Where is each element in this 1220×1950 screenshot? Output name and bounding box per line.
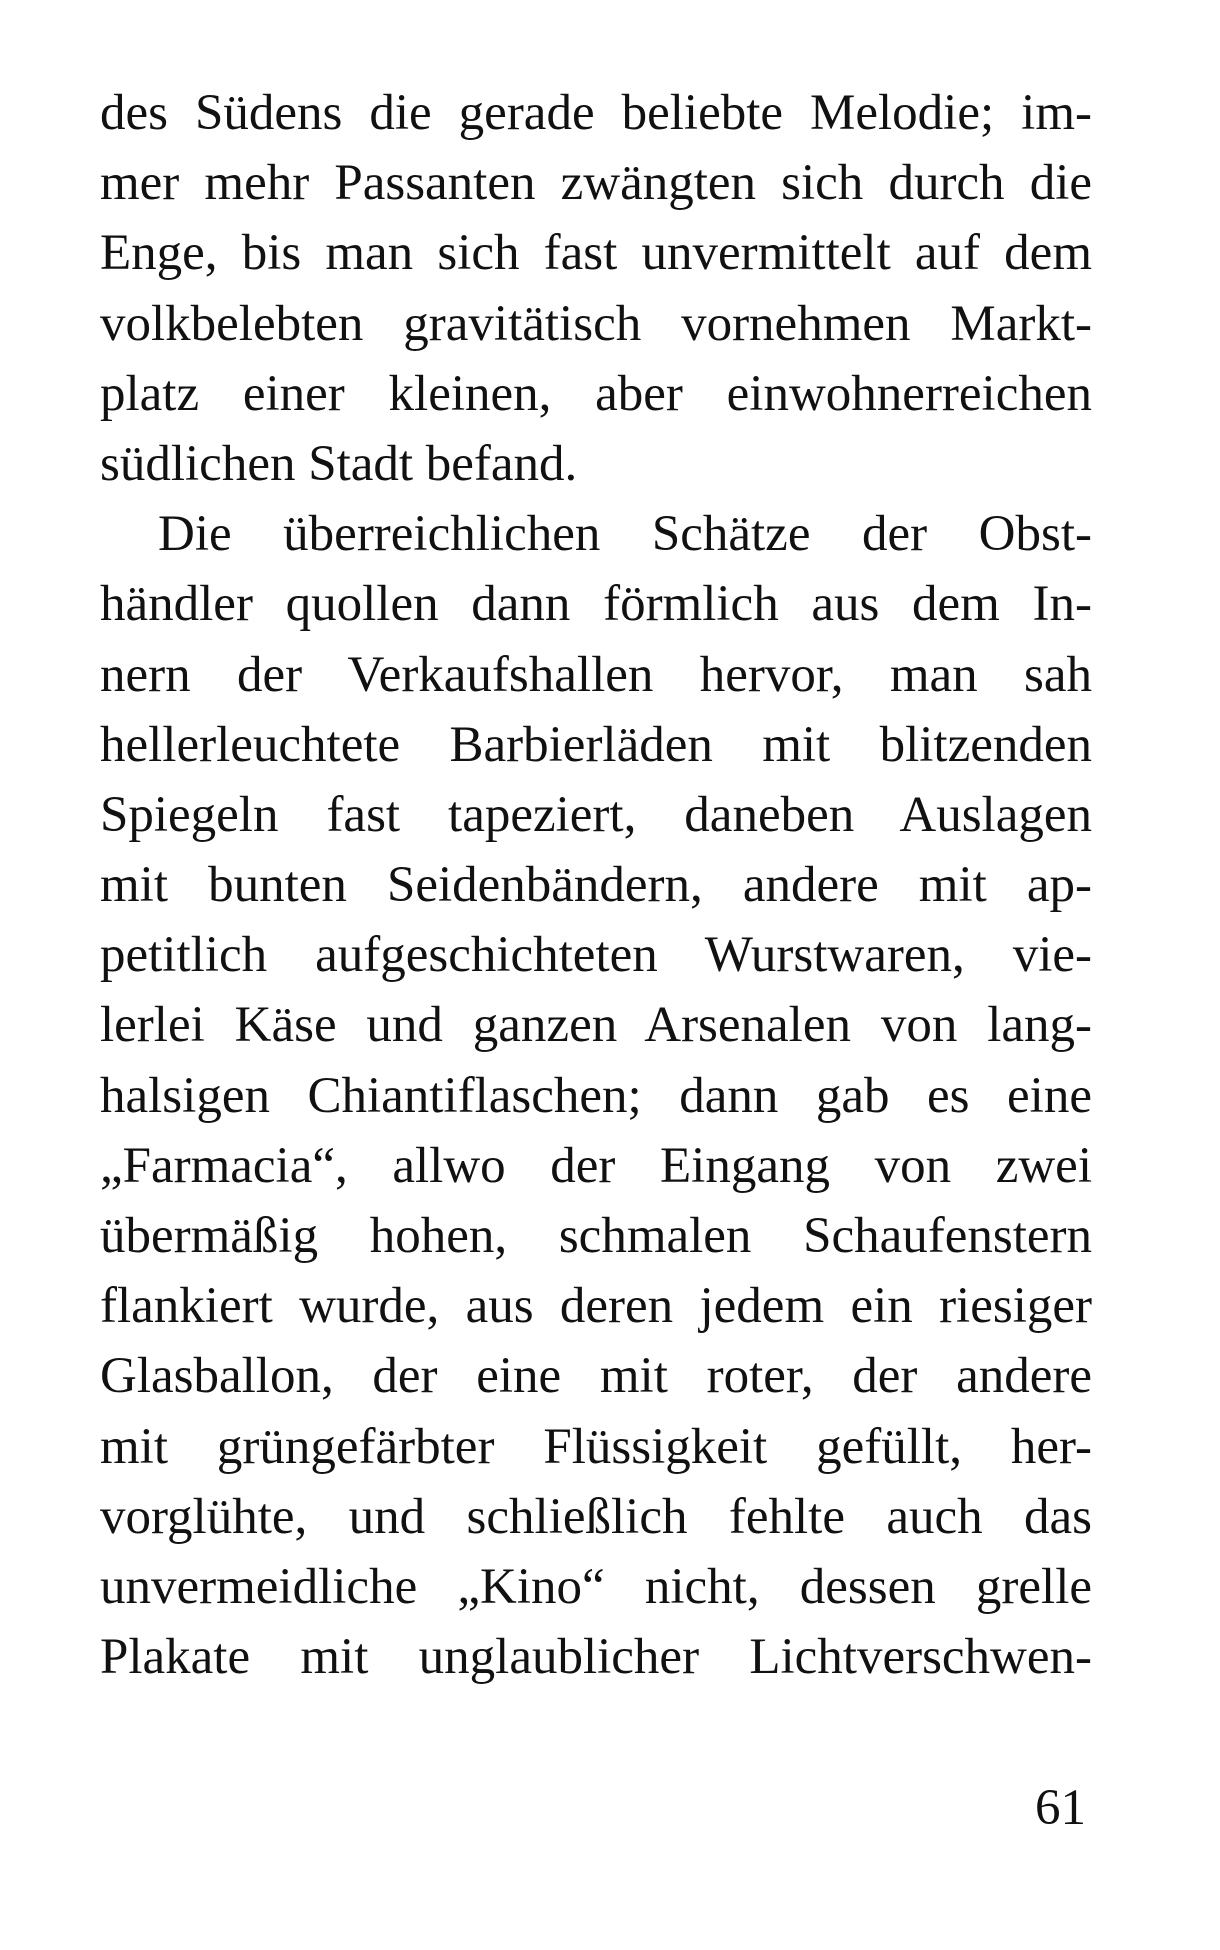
text-line: unvermeidliche „Kino“ nicht, dessen grelle xyxy=(100,1558,1092,1615)
text-line: vorglühte, und schließlich fehlte auch das xyxy=(100,1488,1092,1545)
text-line: nern der Verkaufshallen hervor, man sah xyxy=(100,646,1092,703)
page-text xyxy=(100,78,1092,1692)
page-number: 61 xyxy=(1035,1780,1086,1836)
text-line: platz einer kleinen, aber einwohnerreichen xyxy=(100,365,1092,422)
text-line: petitlich aufgeschichteten Wurstwaren, vie- xyxy=(100,927,1092,984)
text-line: südlichen Stadt befand. xyxy=(100,435,578,492)
text-line: hellerleuchtete Barbierläden mit blitzenden xyxy=(100,716,1092,773)
text-line: Plakate mit unglaublicher Lichtverschwen- xyxy=(100,1629,1092,1686)
text-line: Glasballon, der eine mit roter, der andere xyxy=(100,1348,1092,1405)
text-line: Spiegeln fast tapeziert, daneben Auslagen xyxy=(100,786,1092,843)
text-line: übermäßig hohen, schmalen Schaufenstern xyxy=(100,1208,1092,1264)
text-line: mit bunten Seidenbändern, andere mit ap- xyxy=(100,857,1092,914)
text-line: halsigen Chiantiflaschen; dann gab es eine xyxy=(100,1067,1092,1124)
text-line: Enge, bis man sich fast unvermittelt auf dem xyxy=(100,225,1092,282)
text-line: flankiert wurde, aus deren jedem ein riesiger xyxy=(100,1278,1092,1335)
text-line: Die überreichlichen Schätze der Obst- xyxy=(158,506,1092,563)
text-line: volkbelebten gravitätisch vornehmen Markt- xyxy=(100,295,1092,352)
text-line: mer mehr Passanten zwängten sich durch die xyxy=(100,155,1092,212)
text-line: händler quollen dann förmlich aus dem In- xyxy=(100,576,1092,633)
text-line: mit grüngefärbter Flüssigkeit gefüllt, her- xyxy=(100,1418,1092,1475)
text-line: lerlei Käse und ganzen Arsenalen von lang- xyxy=(100,997,1092,1054)
text-line: „Farmacia“, allwo der Eingang von zwei xyxy=(100,1137,1092,1194)
paragraph xyxy=(100,499,1092,1692)
text-line: des Südens die gerade beliebte Melodie; im- xyxy=(100,85,1092,141)
paragraph xyxy=(100,78,1092,499)
